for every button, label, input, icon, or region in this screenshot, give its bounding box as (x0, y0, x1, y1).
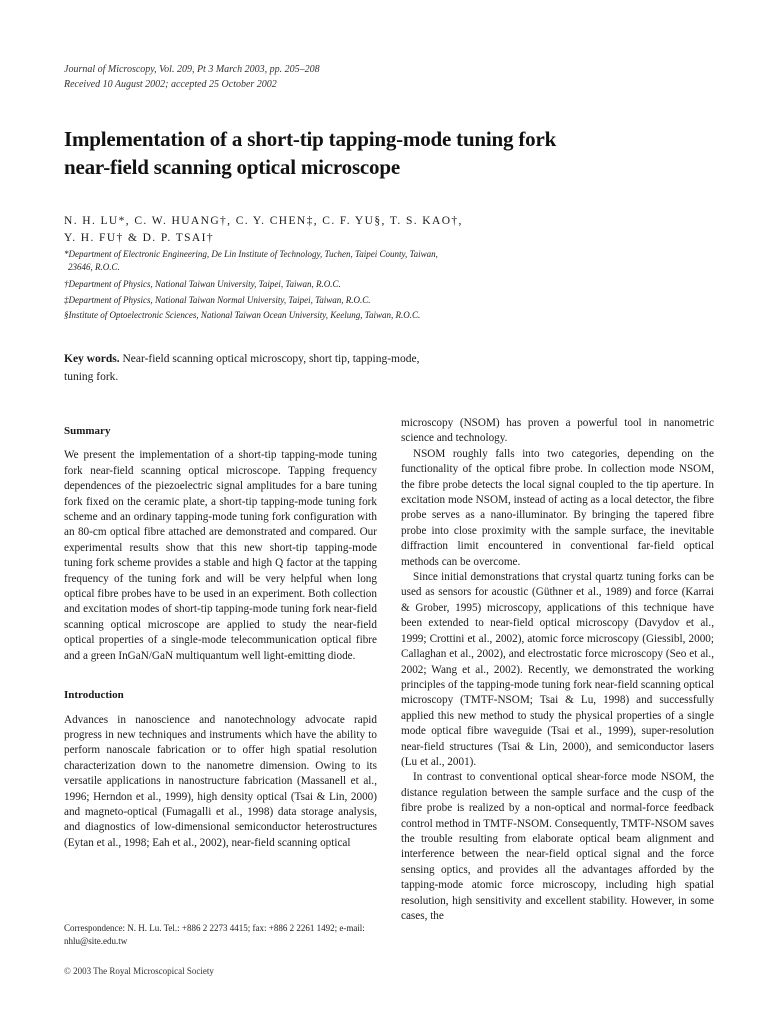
body-paragraph: Since initial demonstrations that crystal quartz tuning forks can be used as sensors for acoustic (Güthner et al., 1989) and force (Karrai & Grober, 1995) microscopy, applications of this technique have been extended to near-field optical microscopy (Davydov et al., 1999; Crottini et al., 2002), atomic force microscopy (Giessibl, 2000; Callaghan et al., 2002), and electrostatic force microscopy (Seo et al., 2002; Wang et al., 2002). Recently, we demonstrated the working principles of the tapping-mode tuning fork near-field scanning optical microscopy (TMTF-NSOM; Tsai & Lu, 1998) and successfully applied this new method to study the physical properties of a single mode optical fibre waveguide (Tsai et al., 1999), super-resolution near-field structures (Tsai & Lin, 2000), and semiconductor lasers (Lu et al., 2001). (401, 571, 714, 768)
paper-title (64, 125, 684, 181)
summary-heading: Summary (64, 425, 111, 437)
body-paragraph: microscopy (NSOM) has proven a powerful tool in nanometric science and technology. (401, 417, 714, 445)
affiliation-line: 23646, R.O.C. (68, 262, 120, 272)
author-list (64, 213, 463, 247)
introduction-paragraph: Advances in nanoscience and nanotechnology advocate rapid progress in new techniques and instruments which have the ability to perform nanoscale fabrication or to offer high spatial resolution characterization down to the nanometre dimension. Owing to its versatile applications in nanostructure fabrication (Massanell et al., 1996; Herndon et al., 1999), high density optical (Tsai & Lin, 2000) and magneto-optical (Fumagalli et al., 1998) data storage analysis, and diagnostics of low-dimensional semiconductor heterostructures (Eytan et al., 1998; Eah et al., 2002), near-field scanning optical (64, 713, 377, 849)
affiliation-1 (64, 248, 484, 274)
keywords-text: Near-field scanning optical microscopy, short tip, tapping-mode, (119, 353, 420, 365)
title-line-2: near-field scanning optical microscope (64, 155, 400, 179)
copyright-notice: © 2003 The Royal Microscopical Society (64, 966, 214, 976)
authors-line-1: N. H. LU*, C. W. HUANG†, C. Y. CHEN‡, C. F. YU§, T. S. KAO†, (64, 215, 463, 227)
affiliation-line: *Department of Electronic Engineering, De Lin Institute of Technology, Tuchen, Taipei County, Taiwan, (64, 249, 438, 259)
affiliation-2: †Department of Physics, National Taiwan University, Taipei, Taiwan, R.O.C. (64, 279, 341, 289)
affiliation-3: ‡Department of Physics, National Taiwan Normal University, Taipei, Taiwan, R.O.C. (64, 295, 371, 305)
summary-paragraph: We present the implementation of a short-tip tapping-mode tuning fork near-field scanning optical microscope. Tapping frequency dependences of the piezoelectric signal amplitudes for a bare tuning fork fixed on the ceramic plate, a short-tip tapping-mode tuning fork scheme and an ordinary tapping-mode tuning fork configuration with an 80-cm optical fibre attached are demonstrated and compared. Our experimental results show that this new short-tip tapping-mode tuning fork scheme provides a stable and high Q factor at the tapping frequency of the tuning fork and will be very helpful when long optical fibre probes have to be used in an experiment. Both collection and excitation modes of short-tip tapping-mode tuning fork near-field scanning optical microscope are applied to study the near-field optical properties of a single-mode telecommunication optical fibre and a green InGaN/GaN multiquantum well light-emitting diode. (64, 449, 377, 662)
keywords (64, 350, 464, 386)
title-line-1: Implementation of a short-tip tapping-mode tuning fork (64, 127, 557, 151)
authors-line-2: Y. H. FU† & D. P. TSAI† (64, 232, 214, 244)
introduction-heading: Introduction (64, 689, 124, 702)
keywords-line-2: tuning fork. (64, 371, 119, 383)
correspondence-footnote: Correspondence: N. H. Lu. Tel.: +886 2 2273 4415; fax: +886 2 2261 1492; e-mail: nhlu@site.edu.tw (64, 923, 365, 946)
body-paragraph: NSOM roughly falls into two categories, depending on the functionality of the optical fibre probe. In collection mode NSOM, the fibre probe detects the local signal coupled to the tip aperture. In excitation mode NSOM, instead of acting as a local detector, the fibre probe serves as a nano-illuminator. By bringing the tapered fibre probe into close proximity with the sample surface, the inevitable diffraction limit encountered in conventional far-field optical methods can be overcome. (401, 447, 714, 568)
affiliation-4: §Institute of Optoelectronic Sciences, National Taiwan Ocean University, Keelung, Taiwan, R.O.C. (64, 310, 421, 320)
right-column (401, 416, 714, 924)
left-column (64, 424, 377, 851)
body-paragraph: In contrast to conventional optical shear-force mode NSOM, the distance regulation between the sample surface and the cusp of the fibre probe is realized by a non-optical and normal-force feedback control method in TMTF-NSOM. Consequently, TMTF-NSOM saves the trouble resulting from elaborate optical beam alignment and interference between the near-field optical signal and the force sensing optics, and provides all the advantages afforded by the tapping-mode atomic force microscopy, including high spatial resolution, high sensitivity and excellent stability. However, in some cases, the (401, 771, 714, 922)
received-dates: Received 10 August 2002; accepted 25 October 2002 (64, 79, 277, 90)
journal-reference (64, 62, 320, 92)
keywords-label: Key words. (64, 353, 120, 365)
journal-citation: Journal of Microscopy, Vol. 209, Pt 3 March 2003, pp. 205–208 (64, 64, 320, 75)
